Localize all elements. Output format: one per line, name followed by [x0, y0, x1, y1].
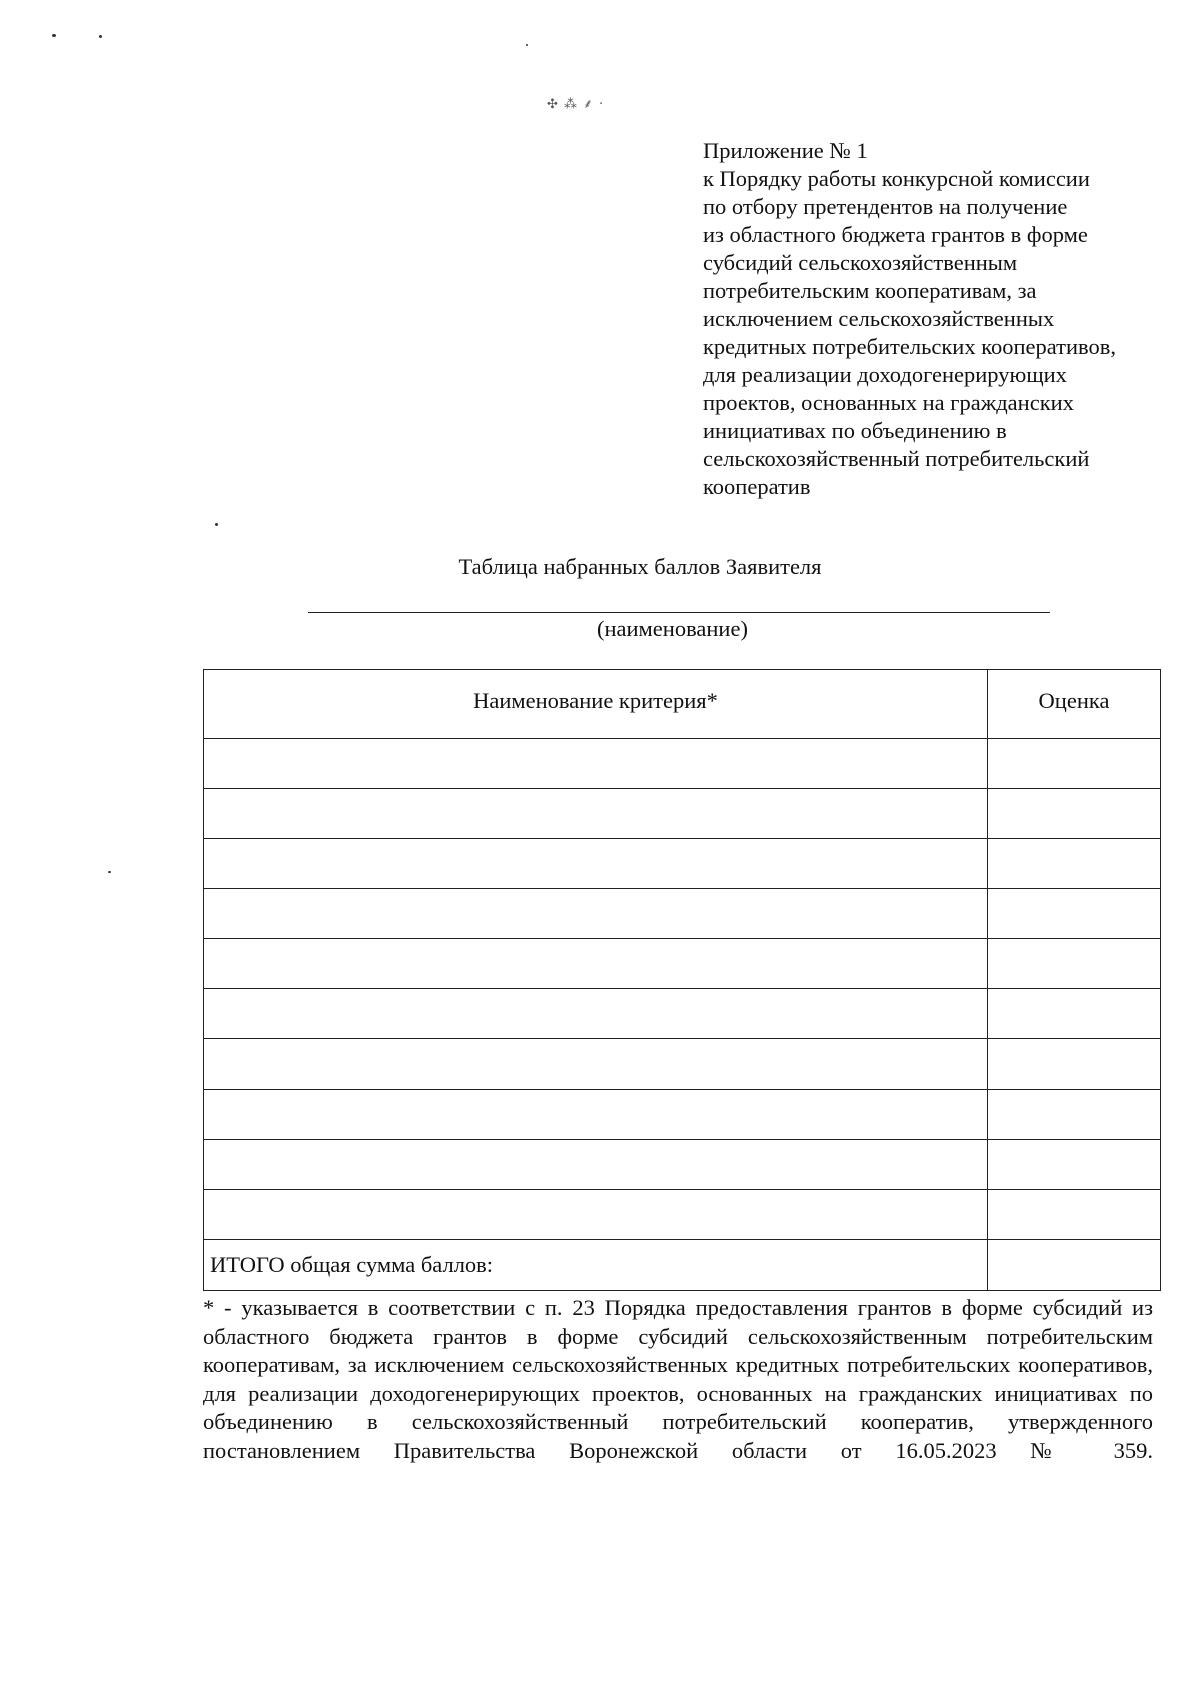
criterion-cell — [204, 889, 988, 939]
criterion-column-header: Наименование критерия* — [204, 670, 988, 739]
appendix-line: Приложение № 1 — [703, 138, 868, 163]
appendix-line: инициативах по объединению в — [703, 418, 1007, 443]
table-row — [204, 739, 1161, 789]
scan-speck — [108, 871, 111, 873]
score-column-header: Оценка — [988, 670, 1161, 739]
score-cell — [988, 839, 1161, 889]
total-label: ИТОГО общая сумма баллов: — [204, 1239, 988, 1290]
criterion-cell — [204, 789, 988, 839]
score-cell — [988, 1039, 1161, 1089]
scan-smudge-mark: ✣ ⁂ ⸙ · — [547, 97, 605, 112]
appendix-line: потребительским кооперативам, за — [703, 278, 1037, 303]
appendix-line: для реализации доходогенерирующих — [703, 362, 1067, 387]
footnote — [203, 1294, 1153, 1465]
table-row — [204, 839, 1161, 889]
score-cell — [988, 989, 1161, 1039]
table-row — [204, 1139, 1161, 1189]
total-row — [204, 1239, 1161, 1290]
table-row — [204, 1039, 1161, 1089]
score-cell — [988, 1139, 1161, 1189]
appendix-line: кредитных потребительских кооперативов, — [703, 334, 1117, 359]
score-cell — [988, 1189, 1161, 1239]
appendix-line: по отбору претендентов на получение — [703, 194, 1068, 219]
table-row — [204, 989, 1161, 1039]
appendix-line: из областного бюджета грантов в форме — [703, 222, 1088, 247]
appendix-line: исключением сельскохозяйственных — [703, 306, 1055, 331]
score-cell — [988, 889, 1161, 939]
scan-speck — [99, 35, 102, 38]
appendix-line: субсидий сельскохозяйственным — [703, 250, 1018, 275]
total-score-cell — [988, 1239, 1161, 1290]
applicant-name-line — [308, 612, 1050, 613]
criterion-cell — [204, 1189, 988, 1239]
table-row — [204, 1089, 1161, 1139]
appendix-line: сельскохозяйственный потребительский — [703, 446, 1090, 471]
score-cell — [988, 789, 1161, 839]
criterion-cell — [204, 739, 988, 789]
criterion-cell — [204, 989, 988, 1039]
appendix-reference — [703, 137, 1173, 501]
footnote-text: * - указывается в соответствии с п. 23 Порядка предоставления грантов в форме субсидий из областного бюджета грантов в форме субсидий сельскохозяйственным потребительским кооперативам, за исключением сельскохозяйственных кредитных потребительских кооперативов, для реализации доходогенерирующих проектов, основанных на гражданских инициативах по объединению в сельскохозяйственный потребительский кооператив, утвержденного постановлением Правительства Воронежской области от 16.05.2023 № 359. — [203, 1295, 1153, 1463]
appendix-line: кооператив — [703, 474, 811, 499]
criterion-cell — [204, 1039, 988, 1089]
score-cell — [988, 739, 1161, 789]
score-cell — [988, 939, 1161, 989]
table-row — [204, 1189, 1161, 1239]
scan-speck — [526, 44, 528, 46]
table-header-row — [204, 670, 1161, 739]
applicant-name-caption: (наименование) — [597, 616, 748, 641]
criterion-cell — [204, 1139, 988, 1189]
table-title: Таблица набранных баллов Заявителя — [458, 554, 822, 579]
score-cell — [988, 1089, 1161, 1139]
criterion-cell — [204, 1089, 988, 1139]
table-row — [204, 789, 1161, 839]
scan-speck — [52, 34, 56, 37]
appendix-line: к Порядку работы конкурсной комиссии — [703, 166, 1090, 191]
criterion-cell — [204, 839, 988, 889]
score-table — [203, 669, 1161, 1291]
criterion-cell — [204, 939, 988, 989]
appendix-line: проектов, основанных на гражданских — [703, 390, 1074, 415]
scan-speck — [215, 523, 218, 526]
table-row — [204, 939, 1161, 989]
table-row — [204, 889, 1161, 939]
